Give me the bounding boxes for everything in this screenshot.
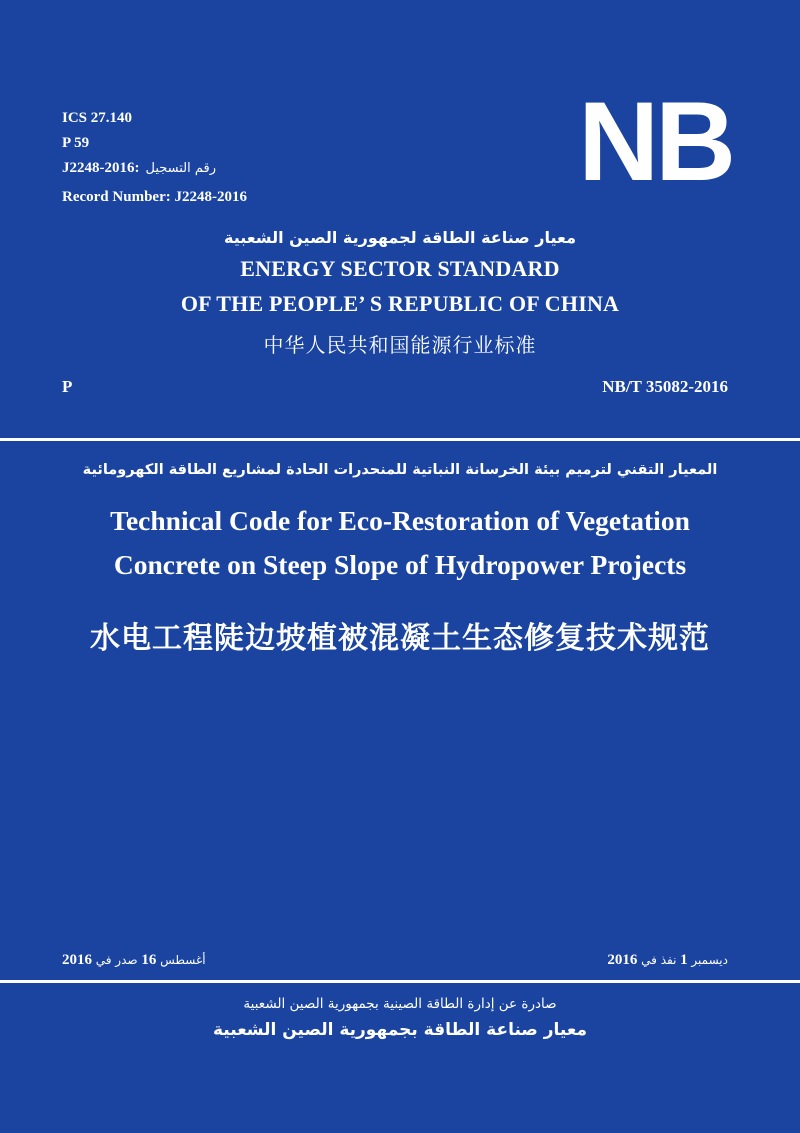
impl-month-ar: ديسمبر	[691, 953, 728, 967]
issuer-ar-line2: معيار صناعة الطاقة بجمهورية الصين الشعبية	[213, 1020, 587, 1040]
org-name-cn: 中华人民共和国能源行业标准	[263, 333, 537, 357]
record-number-line	[62, 160, 216, 177]
record-number-en: Record Number: J2248-2016	[62, 189, 247, 205]
class-code: P 59	[62, 135, 90, 151]
title-en-line2: Concrete on Steep Slope of Hydropower Projects	[113, 549, 687, 580]
standard-number: NB/T 35082-2016	[602, 377, 728, 396]
org-name-en-line2: OF THE PEOPLE’ S REPUBLIC OF CHINA	[180, 291, 620, 316]
issuer-ar-line1: صادرة عن إدارة الطاقة الصينية بجمهورية الصين الشعبية	[243, 996, 557, 1012]
bottom-divider	[0, 980, 800, 983]
issue-date	[62, 952, 206, 969]
impl-day: 1	[680, 952, 688, 968]
issue-year: 2016	[62, 952, 92, 968]
nb-logo: NB	[578, 79, 732, 204]
title-ar: المعيار التقني لترميم بيئة الخرسانة النباتية للمنحدرات الحادة لمشاريع الطاقة الكهرومائية	[82, 462, 718, 478]
org-name-en-line1: ENERGY SECTOR STANDARD	[240, 256, 560, 281]
implementation-date	[607, 952, 728, 969]
org-name-ar: معيار صناعة الطاقة لجمهورية الصين الشعبية	[224, 228, 576, 247]
issue-day: 16	[141, 952, 157, 968]
impl-year: 2016	[607, 952, 638, 968]
record-label-ar: رقم التسجيل	[145, 161, 217, 176]
issue-label-ar: صدر في	[95, 953, 138, 967]
top-divider	[0, 438, 800, 441]
record-number: J2248-2016:	[62, 160, 140, 176]
title-en-line1: Technical Code for Eco-Restoration of Vegetation	[110, 505, 690, 536]
ics-code: ICS 27.140	[62, 110, 133, 126]
impl-label-ar: نفذ في	[641, 953, 677, 967]
classification-letter: P	[62, 377, 73, 396]
issue-month-ar: أغسطس	[160, 953, 206, 967]
title-cn: 水电工程陡边坡植被混凝土生态修复技术规范	[90, 621, 710, 656]
